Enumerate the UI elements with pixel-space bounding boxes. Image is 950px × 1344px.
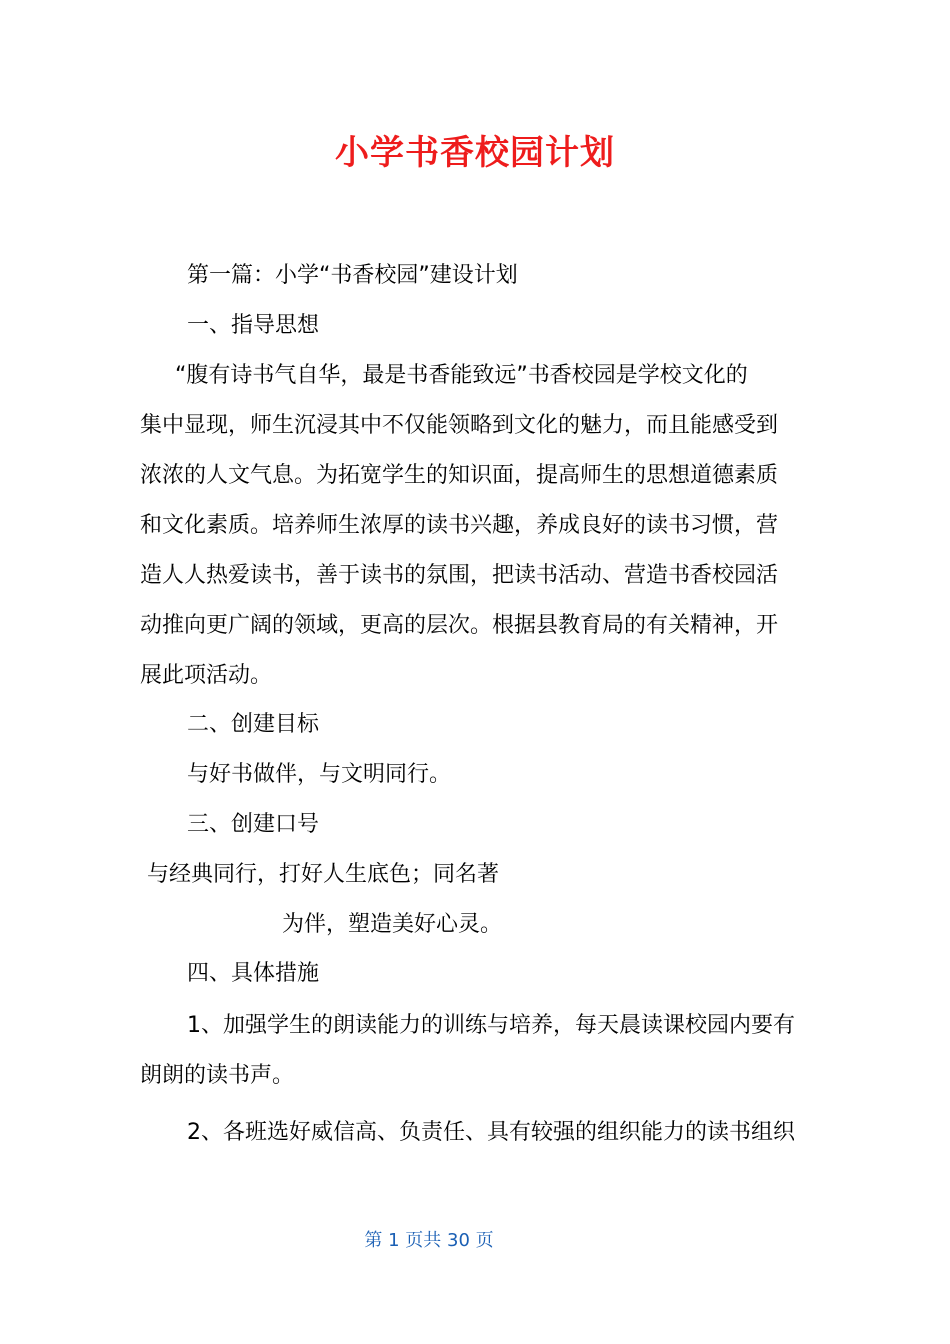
slogan-line: 为伴，塑造美好心灵。 bbox=[282, 912, 503, 937]
page-number: 第 1 页共 30 页 bbox=[364, 1230, 494, 1251]
paragraph-line: “腹有诗书气自华，最是书香能致远”书香校园是学校文化的 bbox=[175, 363, 748, 388]
paragraph-line: 朗朗的读书声。 bbox=[140, 1063, 295, 1088]
slogan-line: 与经典同行，打好人生底色；同名著 bbox=[147, 862, 500, 887]
section-heading: 二、创建目标 bbox=[187, 712, 320, 737]
paragraph-line: 与好书做伴，与文明同行。 bbox=[187, 762, 452, 787]
paragraph-line: 和文化素质。培养师生浓厚的读书兴趣，养成良好的读书习惯，营 bbox=[140, 513, 779, 538]
section-heading: 第一篇：小学“书香校园”建设计划 bbox=[187, 263, 518, 288]
paragraph-line: 展此项活动。 bbox=[140, 663, 273, 688]
section-heading: 一、指导思想 bbox=[187, 313, 320, 338]
document-title: 小学书香校园计划 bbox=[335, 133, 615, 173]
section-heading: 三、创建口号 bbox=[187, 812, 320, 837]
paragraph-line: 1、加强学生的朗读能力的训练与培养，每天晨读课校园内要有 bbox=[187, 1013, 795, 1038]
paragraph-line: 集中显现，师生沉浸其中不仅能领略到文化的魅力，而且能感受到 bbox=[140, 413, 779, 438]
paragraph-line: 2、各班选好威信高、负责任、具有较强的组织能力的读书组织 bbox=[187, 1120, 795, 1145]
paragraph-line: 浓浓的人文气息。为拓宽学生的知识面，提高师生的思想道德素质 bbox=[140, 463, 779, 488]
section-heading: 四、具体措施 bbox=[187, 961, 320, 986]
paragraph-line: 动推向更广阔的领域，更高的层次。根据县教育局的有关精神，开 bbox=[140, 613, 779, 638]
paragraph-line: 造人人热爱读书，善于读书的氛围，把读书活动、营造书香校园活 bbox=[140, 563, 779, 588]
